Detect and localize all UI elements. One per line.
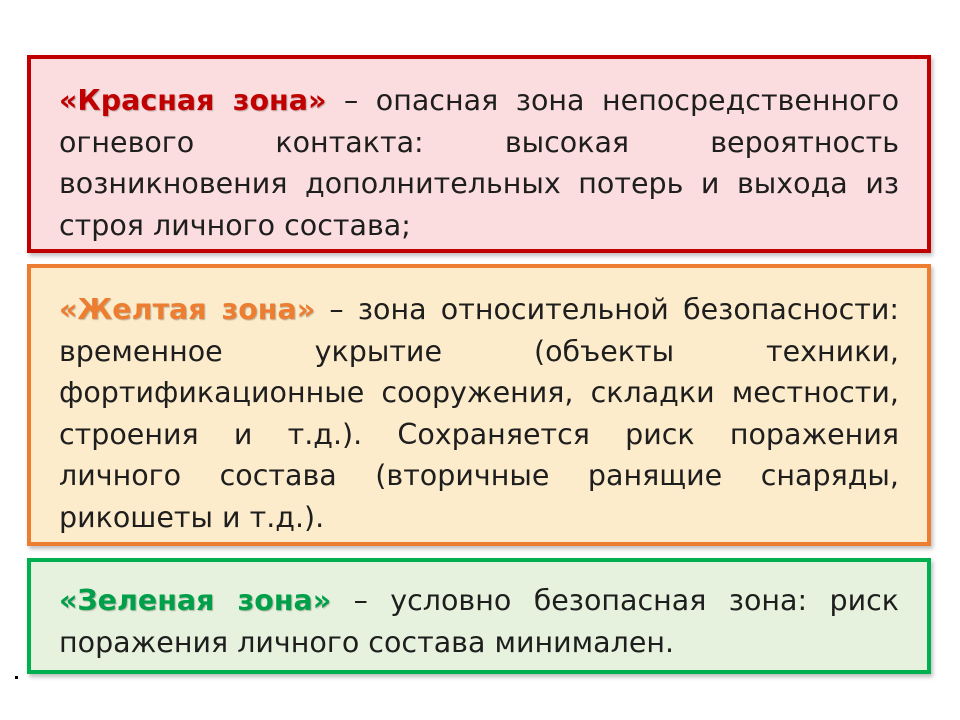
red-zone-box — [27, 55, 931, 253]
corner-dot — [15, 676, 18, 679]
yellow-zone-paragraph — [59, 289, 899, 538]
yellow-zone-description: – зона относительной безопасности: временное укрытие (объекты техники, фортификационные сооружения, складки местности, строения и т.д.). Сохраняется риск поражения личного состава (вторичные ранящие снаряды, рикошеты и т.д.). — [59, 293, 900, 534]
green-zone-box — [27, 558, 931, 674]
red-zone-term: «Красная зона» — [59, 84, 327, 117]
green-zone-description: – условно безопасная зона: риск поражения личного состава минимален. — [59, 584, 900, 659]
yellow-zone-term: «Желтая зона» — [59, 293, 316, 326]
green-zone-paragraph — [59, 580, 899, 663]
yellow-zone-box — [27, 264, 931, 546]
red-zone-paragraph — [59, 80, 899, 246]
green-zone-term: «Зеленая зона» — [59, 584, 332, 617]
red-zone-description: – опасная зона непосредственного огневого контакта: высокая вероятность возникновения дополнительных потерь и выхода из строя личного состава; — [59, 84, 900, 242]
